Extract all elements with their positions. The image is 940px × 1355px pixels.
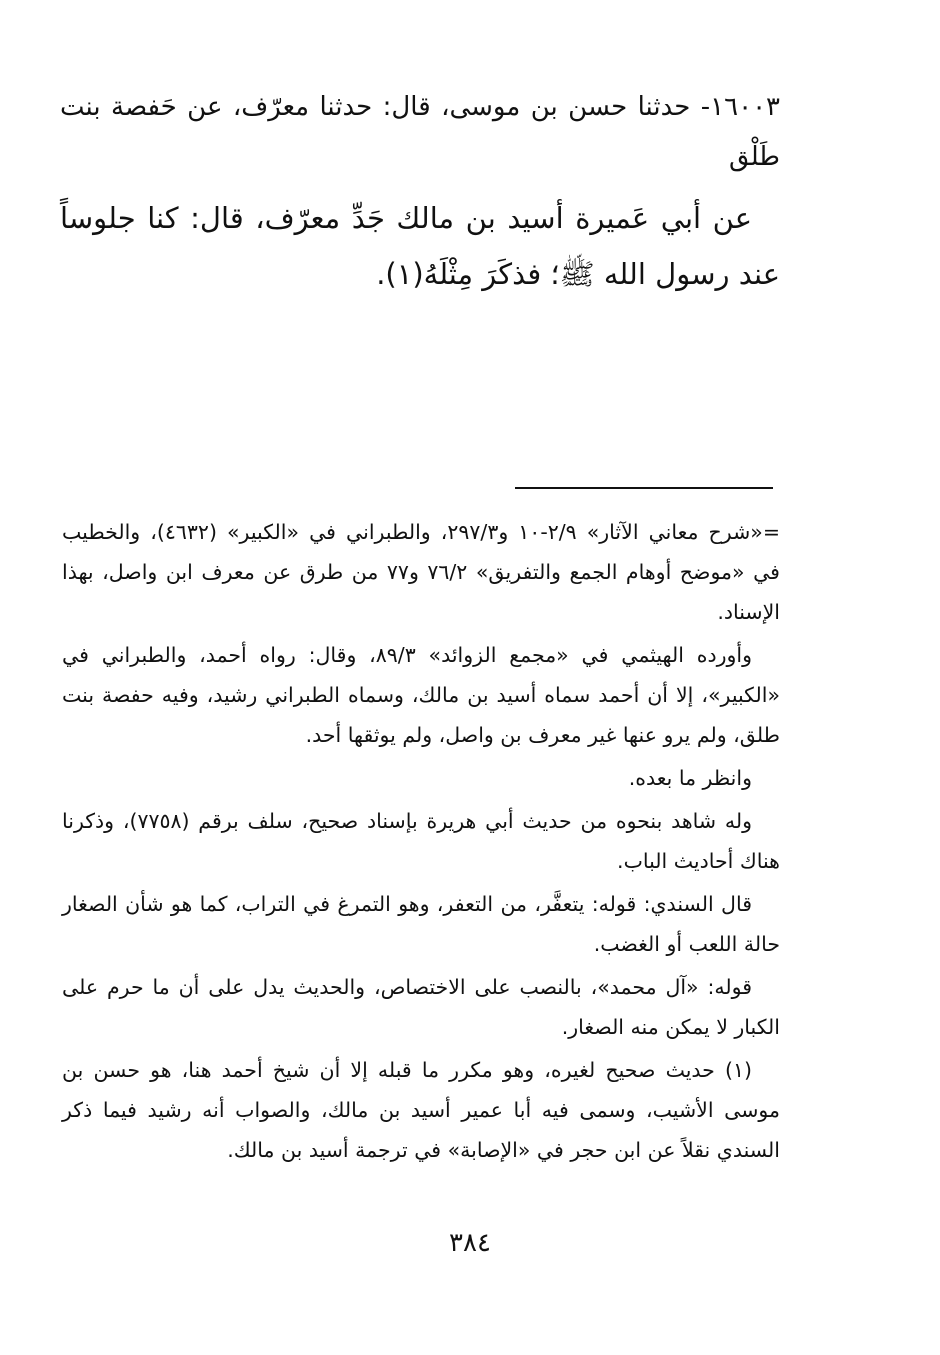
footnote-paragraph: وأورده الهيثمي في «مجمع الزوائد» ٨٩/٣، وقال: رواه أحمد، والطبراني في «الكبير»، إلا أن أحمد سماه أسيد بن مالك، وسماه الطبراني رشيد، وفيه حفصة بنت طلق، ولم يرو عنها غير معرف بن واصل، ولم يوثقها أحد. xyxy=(62,643,780,747)
hadith-chain: ١٦٠٠٣- حدثنا حسن بن موسى، قال: حدثنا معرّف، عن حَفصة بنت طَلْق xyxy=(60,92,780,172)
hadith-text: عن أبي عَميرة أسيد بن مالك جَدِّ معرّف، قال: كنا جلوساً عند رسول الله ﷺ؛ فذكَرَ مِثْلَهُ(١). xyxy=(60,201,780,291)
footnote-paragraph: قال السندي: قوله: يتعفَّر، من التعفر، وهو التمرغ في التراب، كما هو شأن الصغار حالة اللعب أو الغضب. xyxy=(62,892,780,956)
footnote-paragraph: وله شاهد بنحوه من حديث أبي هريرة بإسناد صحيح، سلف برقم (٧٧٥٨)، وذكرنا هناك أحاديث الباب. xyxy=(62,809,780,873)
footnote-paragraph: قوله: «آل محمد»، بالنصب على الاختصاص، والحديث يدل على أن ما حرم على الكبار لا يمكن منه الصغار. xyxy=(62,975,780,1039)
footnote-separator xyxy=(515,487,773,489)
main-text xyxy=(60,82,780,302)
footnote-paragraph: وانظر ما بعده. xyxy=(628,766,752,790)
footnotes xyxy=(62,512,780,1173)
footnote-paragraph: (١) حديث صحيح لغيره، وهو مكرر ما قبله إلا أن شيخ أحمد هنا، هو حسن بن موسى الأشيب، وسمى فيه أبا عمير أسيد بن مالك، والصواب أنه رشيد فيما ذكر السندي نقلاً عن ابن حجر في «الإصابة» في ترجمة أسيد بن مالك. xyxy=(62,1058,780,1162)
footnote-paragraph: =«شرح معاني الآثار» ٢/٩-١٠ و٢٩٧/٣، والطبراني في «الكبير» (٤٦٣٢)، والخطيب في «موضح أوهام الجمع والتفريق» ٧٦/٢ و٧٧ من طرق عن معرف ابن واصل، بهذا الإسناد. xyxy=(62,520,780,624)
page-number: ٣٨٤ xyxy=(449,1228,491,1258)
